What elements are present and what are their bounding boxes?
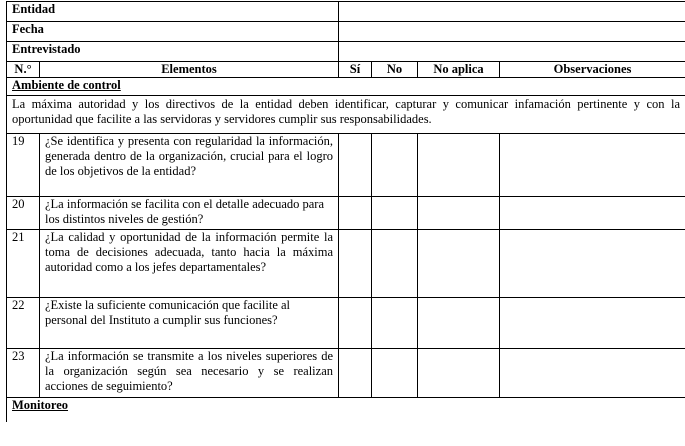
no-aplica-cell[interactable] (418, 134, 500, 197)
section-monitoreo-row (7, 398, 685, 423)
section-ambiente-row (7, 78, 685, 96)
no-cell[interactable] (372, 298, 418, 349)
intro-text: La máxima autoridad y los directivos de la entidad deben identificar, capturar y comunicar infamación pertinente y con la oportunidad que facilite a las servidoras y servidores cumplir sus responsabilidades. (7, 96, 685, 134)
row-question: ¿La información se transmite a los niveles superiores de la organización según sea necesario y se realizan acciones de seguimiento? (40, 349, 339, 398)
fecha-value[interactable] (339, 22, 685, 42)
observaciones-cell[interactable] (500, 134, 685, 197)
col-header-num: N.° (7, 62, 40, 78)
col-header-no-aplica: No aplica (418, 62, 500, 78)
no-cell[interactable] (372, 134, 418, 197)
row-number: 21 (7, 230, 40, 298)
si-cell[interactable] (339, 349, 372, 398)
si-cell[interactable] (339, 230, 372, 298)
col-header-observaciones: Observaciones (500, 62, 685, 78)
entrevistado-value[interactable] (339, 42, 685, 62)
entrevistado-label: Entrevistado (7, 42, 339, 62)
no-cell[interactable] (372, 349, 418, 398)
col-header-no: No (372, 62, 418, 78)
no-aplica-cell[interactable] (418, 230, 500, 298)
col-header-elementos: Elementos (40, 62, 339, 78)
no-aplica-cell[interactable] (418, 349, 500, 398)
si-cell[interactable] (339, 134, 372, 197)
section-title-monitoreo: Monitoreo (7, 398, 685, 423)
row-question: ¿Se identifica y presenta con regularidad la información, generada dentro de la organización, crucial para el logro de los objetivos de la entidad? (40, 134, 339, 197)
row-number: 22 (7, 298, 40, 349)
table-row (7, 230, 685, 298)
no-aplica-cell[interactable] (418, 298, 500, 349)
entidad-value[interactable] (339, 2, 685, 22)
observaciones-cell[interactable] (500, 197, 685, 230)
observaciones-cell[interactable] (500, 349, 685, 398)
intro-row (7, 96, 685, 134)
col-header-si: Sí (339, 62, 372, 78)
fecha-label: Fecha (7, 22, 339, 42)
entrevistado-row (7, 42, 685, 62)
row-question: ¿Existe la suficiente comunicación que facilite al personal del Instituto a cumplir sus funciones? (40, 298, 339, 349)
row-number: 20 (7, 197, 40, 230)
entidad-label: Entidad (7, 2, 339, 22)
table-row (7, 298, 685, 349)
si-cell[interactable] (339, 298, 372, 349)
section-title-ambiente: Ambiente de control (7, 78, 685, 96)
row-number: 19 (7, 134, 40, 197)
questionnaire-table (6, 1, 685, 422)
no-aplica-cell[interactable] (418, 197, 500, 230)
entidad-row (7, 2, 685, 22)
no-cell[interactable] (372, 197, 418, 230)
fecha-row (7, 22, 685, 42)
row-question: ¿La información se facilita con el detalle adecuado para los distintos niveles de gestión? (40, 197, 339, 230)
observaciones-cell[interactable] (500, 298, 685, 349)
table-row (7, 349, 685, 398)
table-row (7, 197, 685, 230)
column-header-row (7, 62, 685, 78)
row-question: ¿La calidad y oportunidad de la información permite la toma de decisiones adecuada, tanto hacia la máxima autoridad como a los jefes departamentales? (40, 230, 339, 298)
table-row (7, 134, 685, 197)
observaciones-cell[interactable] (500, 230, 685, 298)
no-cell[interactable] (372, 230, 418, 298)
row-number: 23 (7, 349, 40, 398)
si-cell[interactable] (339, 197, 372, 230)
